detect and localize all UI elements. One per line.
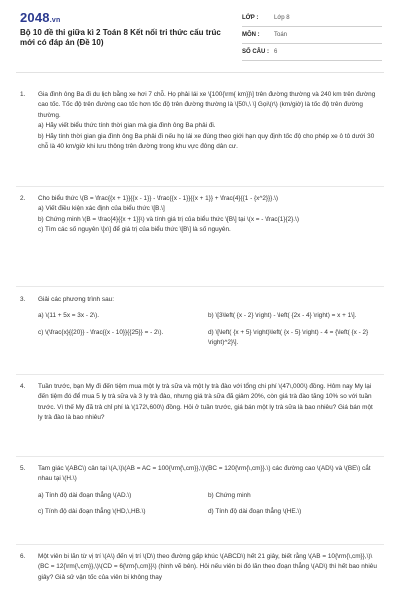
question-body — [38, 90, 378, 152]
meta-row-count — [242, 44, 382, 61]
header-divider — [16, 72, 384, 73]
question-number: 5. — [20, 465, 26, 472]
question-text: Tam giác \(ABC\) cân tại \(A,\)\(AB = AC = 100{\rm{\,cm}},\)\(BC = 120{\rm{\,cm}}.\) các đường cao \(AD\) và \(BE\) cắt nhau tại \(H.\) — [38, 465, 371, 483]
question-number: 4. — [20, 383, 26, 390]
question-number: 1. — [20, 91, 26, 98]
meta-key: LỚP : — [242, 15, 259, 21]
question-part-a: a) Hãy viết biểu thức tính thời gian mà gia đình ông Ba phải đi. — [38, 122, 216, 130]
question-body — [38, 382, 378, 424]
site-logo[interactable] — [20, 10, 60, 25]
question-separator — [16, 456, 384, 457]
question-parts-row — [38, 491, 378, 501]
question-number: 2. — [20, 195, 26, 202]
question-body — [38, 194, 378, 236]
question-text: Tuần trước, bạn My đi đến tiệm mua một ly trà sữa và một ly trà đào với tổng chi phí \(47\,000\) đồng. Hôm nay My lại đến tiệm đó để mua 5 ly trà sữa và 3 ly trà đào, nhưng giá trà sữa đã giảm 20%, còn giá trà đào tăng 10% so với tuần trước. Vì thế My đã trả chỉ phí là \(172\,600\) đồng. Hỏi ở tuần trước, giá bán một ly trà sữa là bao nhiêu? Giá bán một ly trà đào là bao nhiêu? — [38, 383, 373, 422]
question-part-d: d) Tính độ dài đoạn thẳng \(HE.\) — [208, 508, 302, 516]
meta-row-subject — [242, 27, 382, 44]
question-separator — [16, 544, 384, 545]
question-part-c: c) Tính độ dài đoạn thẳng \(HD,\,HB.\) — [38, 508, 146, 516]
question-part-b: b) \[3\left( {x - 2} \right) - \left( {2x - 4} \right) = x + 1\]. — [208, 312, 357, 320]
question-part-b: b) Chứng minh \(B = \frac{4}{{x + 1}}\) và tính giá trị của biểu thức \[B\] tại \(x = - \frac{1}{2}.\) — [38, 215, 299, 223]
question-part-d: d) \[\left( {x + 5} \right)\left( {x - 5} \right) - 4 = {\left( {x - 2} \right)^2}\]. — [208, 328, 369, 347]
meta-value: Lớp 8 — [274, 15, 290, 21]
question-separator — [16, 186, 384, 187]
meta-table — [242, 10, 382, 61]
brand-suffix: .vn — [49, 17, 61, 24]
document-header — [20, 10, 380, 62]
question-part-a: a) Viết điều kiện xác định của biểu thức \[B.\] — [38, 205, 165, 213]
question-parts-row — [38, 328, 378, 349]
question-parts-row — [38, 507, 378, 517]
question-text: Gia đình ông Ba đi du lịch bằng xe hơi 7 chỗ. Họ phải lái xe \[100{\rm{ km}}\] trên đường thường và 240 km trên đường cao tốc. Tốc độ trên đường cao tốc hơn tốc độ trên đường thường là \[50\,\ \] Gọi\(r\) (km/giờ) là tốc độ trên đường thường. — [38, 91, 376, 119]
question-part-c: c) Tìm các số nguyên \[x\] để giá trị của biểu thức \[B\] là số nguyên. — [38, 226, 231, 234]
question-part-a: a) \(11 + 5x = 3x - 2\). — [38, 312, 99, 320]
question-body — [38, 295, 378, 349]
meta-key: MÔN : — [242, 32, 260, 38]
question-body — [38, 552, 378, 583]
question-number: 6. — [20, 553, 26, 560]
question-text: Một viên bi lăn từ vị trí \(A\) đến vị trí \(D\) theo đường gấp khúc \(ABCD\) hết 21 giây, biết rằng \(AB = 10{\rm{\,cm}},\)\(BC = 12{\rm{\,cm}},\)\(CD = 6{\rm{\,cm}}\) (hình vẽ bên). Hỏi nếu viên bi đó lăn theo đoạn thẳng \(AD\) thì hết bao nhiêu giây? Giả sử vận tốc của viên bi không thay — [38, 553, 377, 581]
question-parts-row — [38, 311, 378, 321]
meta-value: Toán — [274, 32, 288, 38]
question-part-c: c) \(\frac{x}{{20}} - \frac{{x - 10}}{{25}} = - 2\). — [38, 328, 164, 336]
question-number: 3. — [20, 296, 26, 303]
meta-row-class — [242, 10, 382, 27]
question-separator — [16, 286, 384, 287]
question-part-b: b) Hãy tính thời gian gia đình ông Ba phải đi nếu họ lái xe đúng theo giới hạn quy định tốc độ cho phép xe ô tô dưới 30 chỗ là 40 km/giờ khi lưu thông trên đường trong khu vực đông dân cư. — [38, 132, 375, 151]
brand-name: 2048 — [20, 10, 50, 25]
question-part-a: a) Tính độ dài đoạn thẳng \(AD.\) — [38, 491, 132, 499]
question-part-b: b) Chứng minh — [208, 491, 251, 499]
document-title: Bộ 10 đề thi giữa kì 2 Toán 8 Kết nối tri thức cấu trúc mới có đáp án (Đề 10) — [20, 28, 221, 47]
meta-value: 6 — [274, 49, 278, 55]
meta-key: SỐ CÂU : — [242, 49, 269, 55]
question-separator — [16, 374, 384, 375]
question-body — [38, 464, 378, 518]
question-text: Cho biểu thức \(B = \frac{{x + 1}}{{x - 1}} - \frac{{x - 1}}{{x + 1}} + \frac{4}{{1 - {x^2}}}.\) — [38, 195, 278, 202]
question-text: Giải các phương trình sau: — [38, 296, 114, 303]
